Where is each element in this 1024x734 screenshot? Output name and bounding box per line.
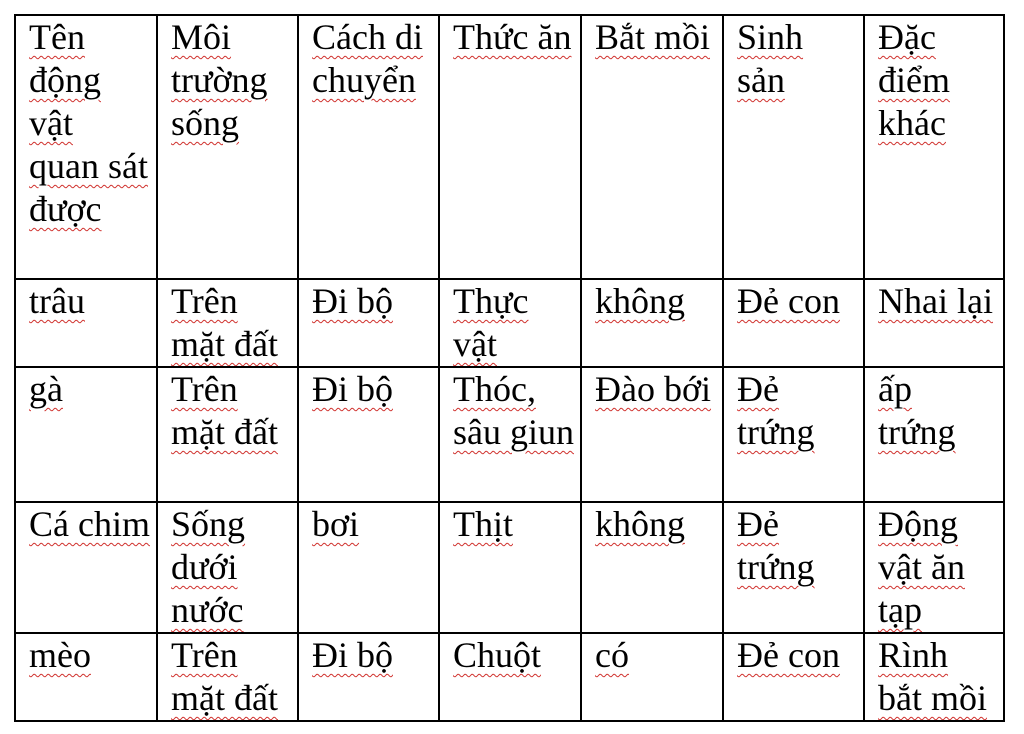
table-cell: Đẻ con xyxy=(723,279,864,367)
header-cell: Bắt mồi xyxy=(581,15,723,279)
table-cell: trâu xyxy=(15,279,157,367)
table-cell: không xyxy=(581,279,723,367)
header-cell: Thức ăn xyxy=(439,15,581,279)
table-cell: bơi xyxy=(298,502,439,633)
table-cell: Sống dưới nước xyxy=(157,502,298,633)
table-cell: Rình bắt mồi xyxy=(864,633,1004,721)
table-cell: Đẻ trứng xyxy=(723,367,864,502)
table-row xyxy=(15,502,1004,633)
animal-observation-table xyxy=(14,14,1005,722)
table-row xyxy=(15,633,1004,721)
table-cell: có xyxy=(581,633,723,721)
table-cell: Đi bộ xyxy=(298,633,439,721)
header-cell: Sinh sản xyxy=(723,15,864,279)
table-cell: Đào bới xyxy=(581,367,723,502)
table-cell: ấp trứng xyxy=(864,367,1004,502)
table-cell: Trên mặt đất xyxy=(157,367,298,502)
table-cell: Nhai lại xyxy=(864,279,1004,367)
table-cell: không xyxy=(581,502,723,633)
table-cell: Thực vật xyxy=(439,279,581,367)
header-cell: Môi trường sống xyxy=(157,15,298,279)
table-row xyxy=(15,279,1004,367)
table-cell: Thịt xyxy=(439,502,581,633)
table-cell: Chuột xyxy=(439,633,581,721)
table-cell: Đi bộ xyxy=(298,279,439,367)
table-cell: Trên mặt đất xyxy=(157,633,298,721)
table-row xyxy=(15,367,1004,502)
header-cell: Tên động vật quan sát được xyxy=(15,15,157,279)
table-cell: Đẻ trứng xyxy=(723,502,864,633)
header-cell: Cách di chuyển xyxy=(298,15,439,279)
table-cell: Đi bộ xyxy=(298,367,439,502)
table-cell: Đẻ con xyxy=(723,633,864,721)
header-cell: Đặc điểm khác xyxy=(864,15,1004,279)
table-cell: Thóc, sâu giun xyxy=(439,367,581,502)
table-header-row xyxy=(15,15,1004,279)
table-cell: mèo xyxy=(15,633,157,721)
table-cell: gà xyxy=(15,367,157,502)
table-cell: Cá chim xyxy=(15,502,157,633)
table-cell: Trên mặt đất xyxy=(157,279,298,367)
table-cell: Động vật ăn tạp xyxy=(864,502,1004,633)
